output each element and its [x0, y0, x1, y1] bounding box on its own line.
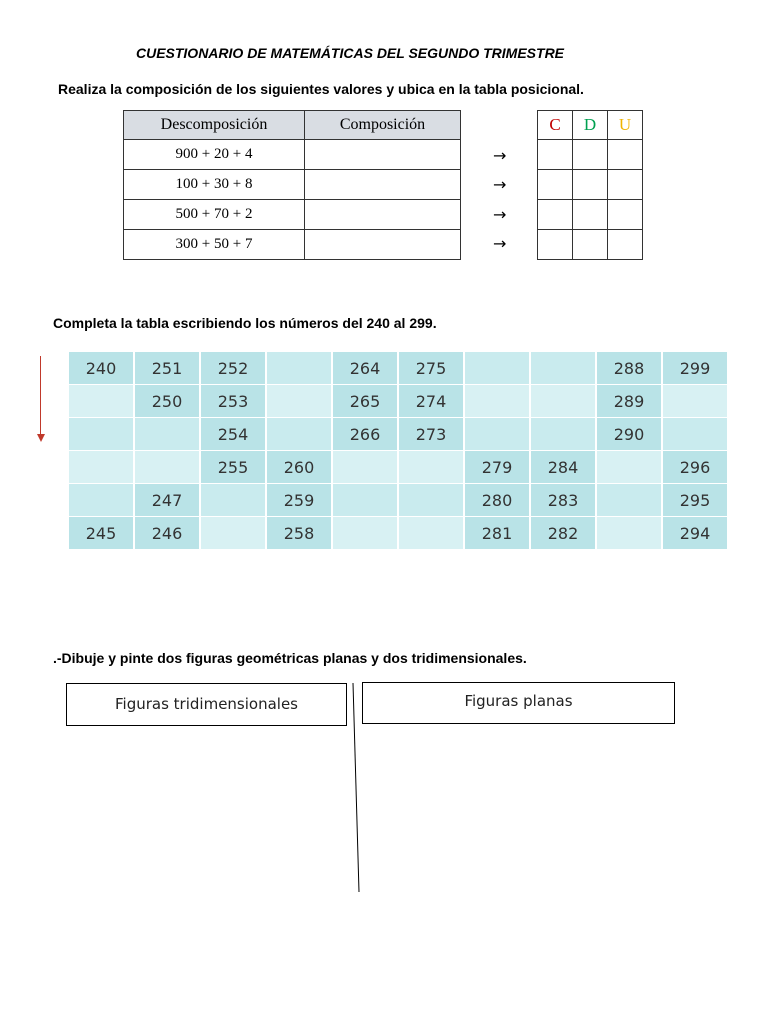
header-decenas: D	[573, 111, 608, 140]
arrow-right-icon: →	[493, 146, 507, 165]
number-cell: 264	[333, 352, 399, 385]
decomposition-cell: 300 + 50 + 7	[124, 230, 305, 260]
number-cell: 283	[531, 484, 597, 517]
number-cell: 279	[465, 451, 531, 484]
number-cell: 259	[267, 484, 333, 517]
arrow-right-icon: →	[493, 205, 507, 224]
number-cell: 273	[399, 418, 465, 451]
number-cell: 282	[531, 517, 597, 550]
number-cell: 281	[465, 517, 531, 550]
header-unidades: U	[608, 111, 643, 140]
number-cell: 240	[69, 352, 135, 385]
number-cell: 289	[597, 385, 663, 418]
number-cell: 274	[399, 385, 465, 418]
number-cell: 295	[663, 484, 729, 517]
number-cell: 254	[201, 418, 267, 451]
number-cell: 260	[267, 451, 333, 484]
arrow-right-icon: →	[493, 234, 507, 253]
number-cell: 246	[135, 517, 201, 550]
number-cell: 258	[267, 517, 333, 550]
header-composition: Composición	[305, 111, 461, 140]
number-cell: 288	[597, 352, 663, 385]
number-cell: 245	[69, 517, 135, 550]
arrow-right-icon: →	[493, 175, 507, 194]
number-cell: 296	[663, 451, 729, 484]
number-cell: 255	[201, 451, 267, 484]
number-cell: 280	[465, 484, 531, 517]
divider-stroke	[353, 683, 359, 892]
number-cell: 247	[135, 484, 201, 517]
number-cell: 266	[333, 418, 399, 451]
number-cell: 250	[135, 385, 201, 418]
number-cell: 284	[531, 451, 597, 484]
header-centenas: C	[538, 111, 573, 140]
number-cell: 294	[663, 517, 729, 550]
number-cell: 253	[201, 385, 267, 418]
number-cell: 275	[399, 352, 465, 385]
header-decomposition: Descomposición	[124, 111, 305, 140]
decomposition-cell: 900 + 20 + 4	[124, 140, 305, 170]
page-title: CUESTIONARIO DE MATEMÁTICAS DEL SEGUNDO TRIMESTRE	[135, 45, 565, 61]
decomposition-cell: 100 + 30 + 8	[124, 170, 305, 200]
instruction-composition: Realiza la composición de los siguientes valores y ubica en la tabla posicional.	[58, 81, 584, 97]
number-cell: 251	[135, 352, 201, 385]
instruction-number-grid: Completa la tabla escribiendo los números del 240 al 299.	[53, 315, 437, 331]
number-cell: 299	[663, 352, 729, 385]
box-3d-figures: Figuras tridimensionales	[66, 683, 347, 726]
box-plane-figures: Figuras planas	[362, 682, 675, 724]
number-cell: 265	[333, 385, 399, 418]
decomposition-cell: 500 + 70 + 2	[124, 200, 305, 230]
instruction-draw-figures: .-Dibuje y pinte dos figuras geométricas planas y dos tridimensionales.	[53, 650, 527, 666]
number-cell: 252	[201, 352, 267, 385]
number-cell: 290	[597, 418, 663, 451]
